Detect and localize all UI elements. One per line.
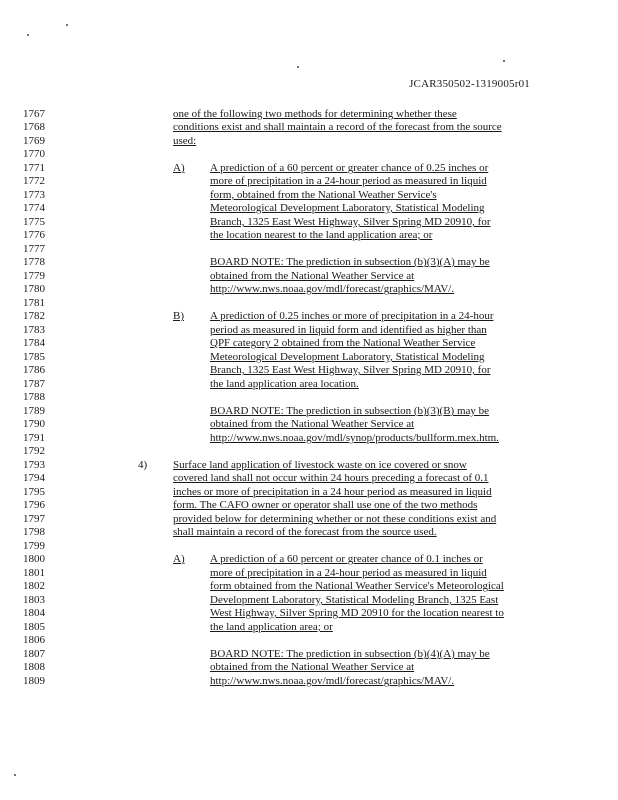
text-line: provided below for determining whether or not these conditions exist and: [173, 513, 497, 525]
line-number: 1783: [23, 324, 45, 336]
text-line: Branch, 1325 East West Highway, Silver Spring MD 20910, for: [210, 216, 491, 228]
text-line: period as measured in liquid form and identified as higher than: [210, 324, 487, 336]
line-number: 1797: [23, 513, 45, 525]
text-line: form obtained from the National Weather Service's Meteorological: [210, 580, 504, 592]
line-number: 1793: [23, 459, 45, 471]
line-number: 1789: [23, 405, 45, 417]
item-label: A): [173, 162, 185, 174]
text-line: A prediction of a 60 percent or greater chance of 0.1 inches or: [210, 553, 483, 565]
line-number: 1804: [23, 607, 45, 619]
line-number: 1768: [23, 121, 45, 133]
line-number: 1798: [23, 526, 45, 538]
line-number: 1809: [23, 675, 45, 687]
text-line: http://www.nws.noaa.gov/mdl/forecast/graphics/MAV/.: [210, 675, 455, 687]
text-line: obtained from the National Weather Service at: [210, 418, 415, 430]
text-line: obtained from the National Weather Service at: [210, 661, 415, 673]
text-line: Meteorological Development Laboratory, Statistical Modeling: [210, 202, 485, 214]
line-number: 1781: [23, 297, 45, 309]
line-number: 1779: [23, 270, 45, 282]
line-number: 1801: [23, 567, 45, 579]
text-line: Surface land application of livestock waste on ice covered or snow: [173, 459, 467, 471]
line-number: 1792: [23, 445, 45, 457]
line-number: 1800: [23, 553, 45, 565]
text-line: one of the following two methods for determining whether these: [173, 108, 457, 120]
line-number: 1799: [23, 540, 45, 552]
line-number: 1784: [23, 337, 45, 349]
line-number: 1786: [23, 364, 45, 376]
line-number: 1791: [23, 432, 45, 444]
scan-speck: [503, 60, 505, 62]
line-number: 1776: [23, 229, 45, 241]
item-label: 4): [138, 459, 148, 471]
line-number: 1785: [23, 351, 45, 363]
text-line: obtained from the National Weather Service at: [210, 270, 415, 282]
text-line: more of precipitation in a 24-hour period as measured in liquid: [210, 567, 487, 579]
line-number: 1770: [23, 148, 45, 160]
text-line: covered land shall not occur within 24 hours preceding a forecast of 0.1: [173, 472, 489, 484]
line-number: 1808: [23, 661, 45, 673]
line-number: 1767: [23, 108, 45, 120]
scan-speck: [297, 66, 299, 68]
text-line: West Highway, Silver Spring MD 20910 for the location nearest to: [210, 607, 504, 619]
line-number: 1806: [23, 634, 45, 646]
text-line: more of precipitation in a 24-hour period as measured in liquid: [210, 175, 487, 187]
line-number: 1788: [23, 391, 45, 403]
line-number: 1771: [23, 162, 45, 174]
text-line: conditions exist and shall maintain a record of the forecast from the source: [173, 121, 502, 133]
text-line: A prediction of a 60 percent or greater chance of 0.25 inches or: [210, 162, 489, 174]
text-line: A prediction of 0.25 inches or more of precipitation in a 24-hour: [210, 310, 494, 322]
line-number: 1769: [23, 135, 45, 147]
line-number: 1782: [23, 310, 45, 322]
line-number: 1795: [23, 486, 45, 498]
line-number: 1796: [23, 499, 45, 511]
text-line: QPF category 2 obtained from the National Weather Service: [210, 337, 476, 349]
line-number: 1794: [23, 472, 45, 484]
line-number: 1777: [23, 243, 45, 255]
line-number: 1787: [23, 378, 45, 390]
text-line: http://www.nws.noaa.gov/mdl/synop/products/bullform.mex.htm.: [210, 432, 499, 444]
text-line: BOARD NOTE: The prediction in subsection (b)(3)(B) may be: [210, 405, 490, 417]
line-number: 1807: [23, 648, 45, 660]
text-line: Development Laboratory, Statistical Modeling Branch, 1325 East: [210, 594, 499, 606]
scan-speck: [14, 774, 16, 776]
scan-speck: [66, 24, 68, 26]
item-label: A): [173, 553, 185, 565]
text-line: shall maintain a record of the forecast from the source used.: [173, 526, 437, 538]
text-line: form. The CAFO owner or operator shall use one of the two methods: [173, 499, 478, 511]
line-number: 1780: [23, 283, 45, 295]
line-number: 1803: [23, 594, 45, 606]
line-number: 1775: [23, 216, 45, 228]
line-number: 1802: [23, 580, 45, 592]
text-line: BOARD NOTE: The prediction in subsection (b)(3)(A) may be: [210, 256, 490, 268]
item-label: B): [173, 310, 184, 322]
text-line: form, obtained from the National Weather Service's: [210, 189, 437, 201]
scan-speck: [27, 34, 29, 36]
text-line: Meteorological Development Laboratory, Statistical Modeling: [210, 351, 485, 363]
text-line: http://www.nws.noaa.gov/mdl/forecast/graphics/MAV/.: [210, 283, 455, 295]
document-id: JCAR350502-1319005r01: [409, 78, 530, 90]
text-line: BOARD NOTE: The prediction in subsection (b)(4)(A) may be: [210, 648, 490, 660]
text-line: the location nearest to the land application area; or: [210, 229, 433, 241]
text-line: used:: [173, 135, 197, 147]
line-number: 1773: [23, 189, 45, 201]
line-number: 1805: [23, 621, 45, 633]
line-number: 1790: [23, 418, 45, 430]
text-line: inches or more of precipitation in a 24 hour period as measured in liquid: [173, 486, 492, 498]
text-line: the land application area; or: [210, 621, 333, 633]
line-number: 1774: [23, 202, 45, 214]
line-number: 1778: [23, 256, 45, 268]
line-number: 1772: [23, 175, 45, 187]
text-line: Branch, 1325 East West Highway, Silver Spring MD 20910, for: [210, 364, 491, 376]
text-line: the land application area location.: [210, 378, 359, 390]
